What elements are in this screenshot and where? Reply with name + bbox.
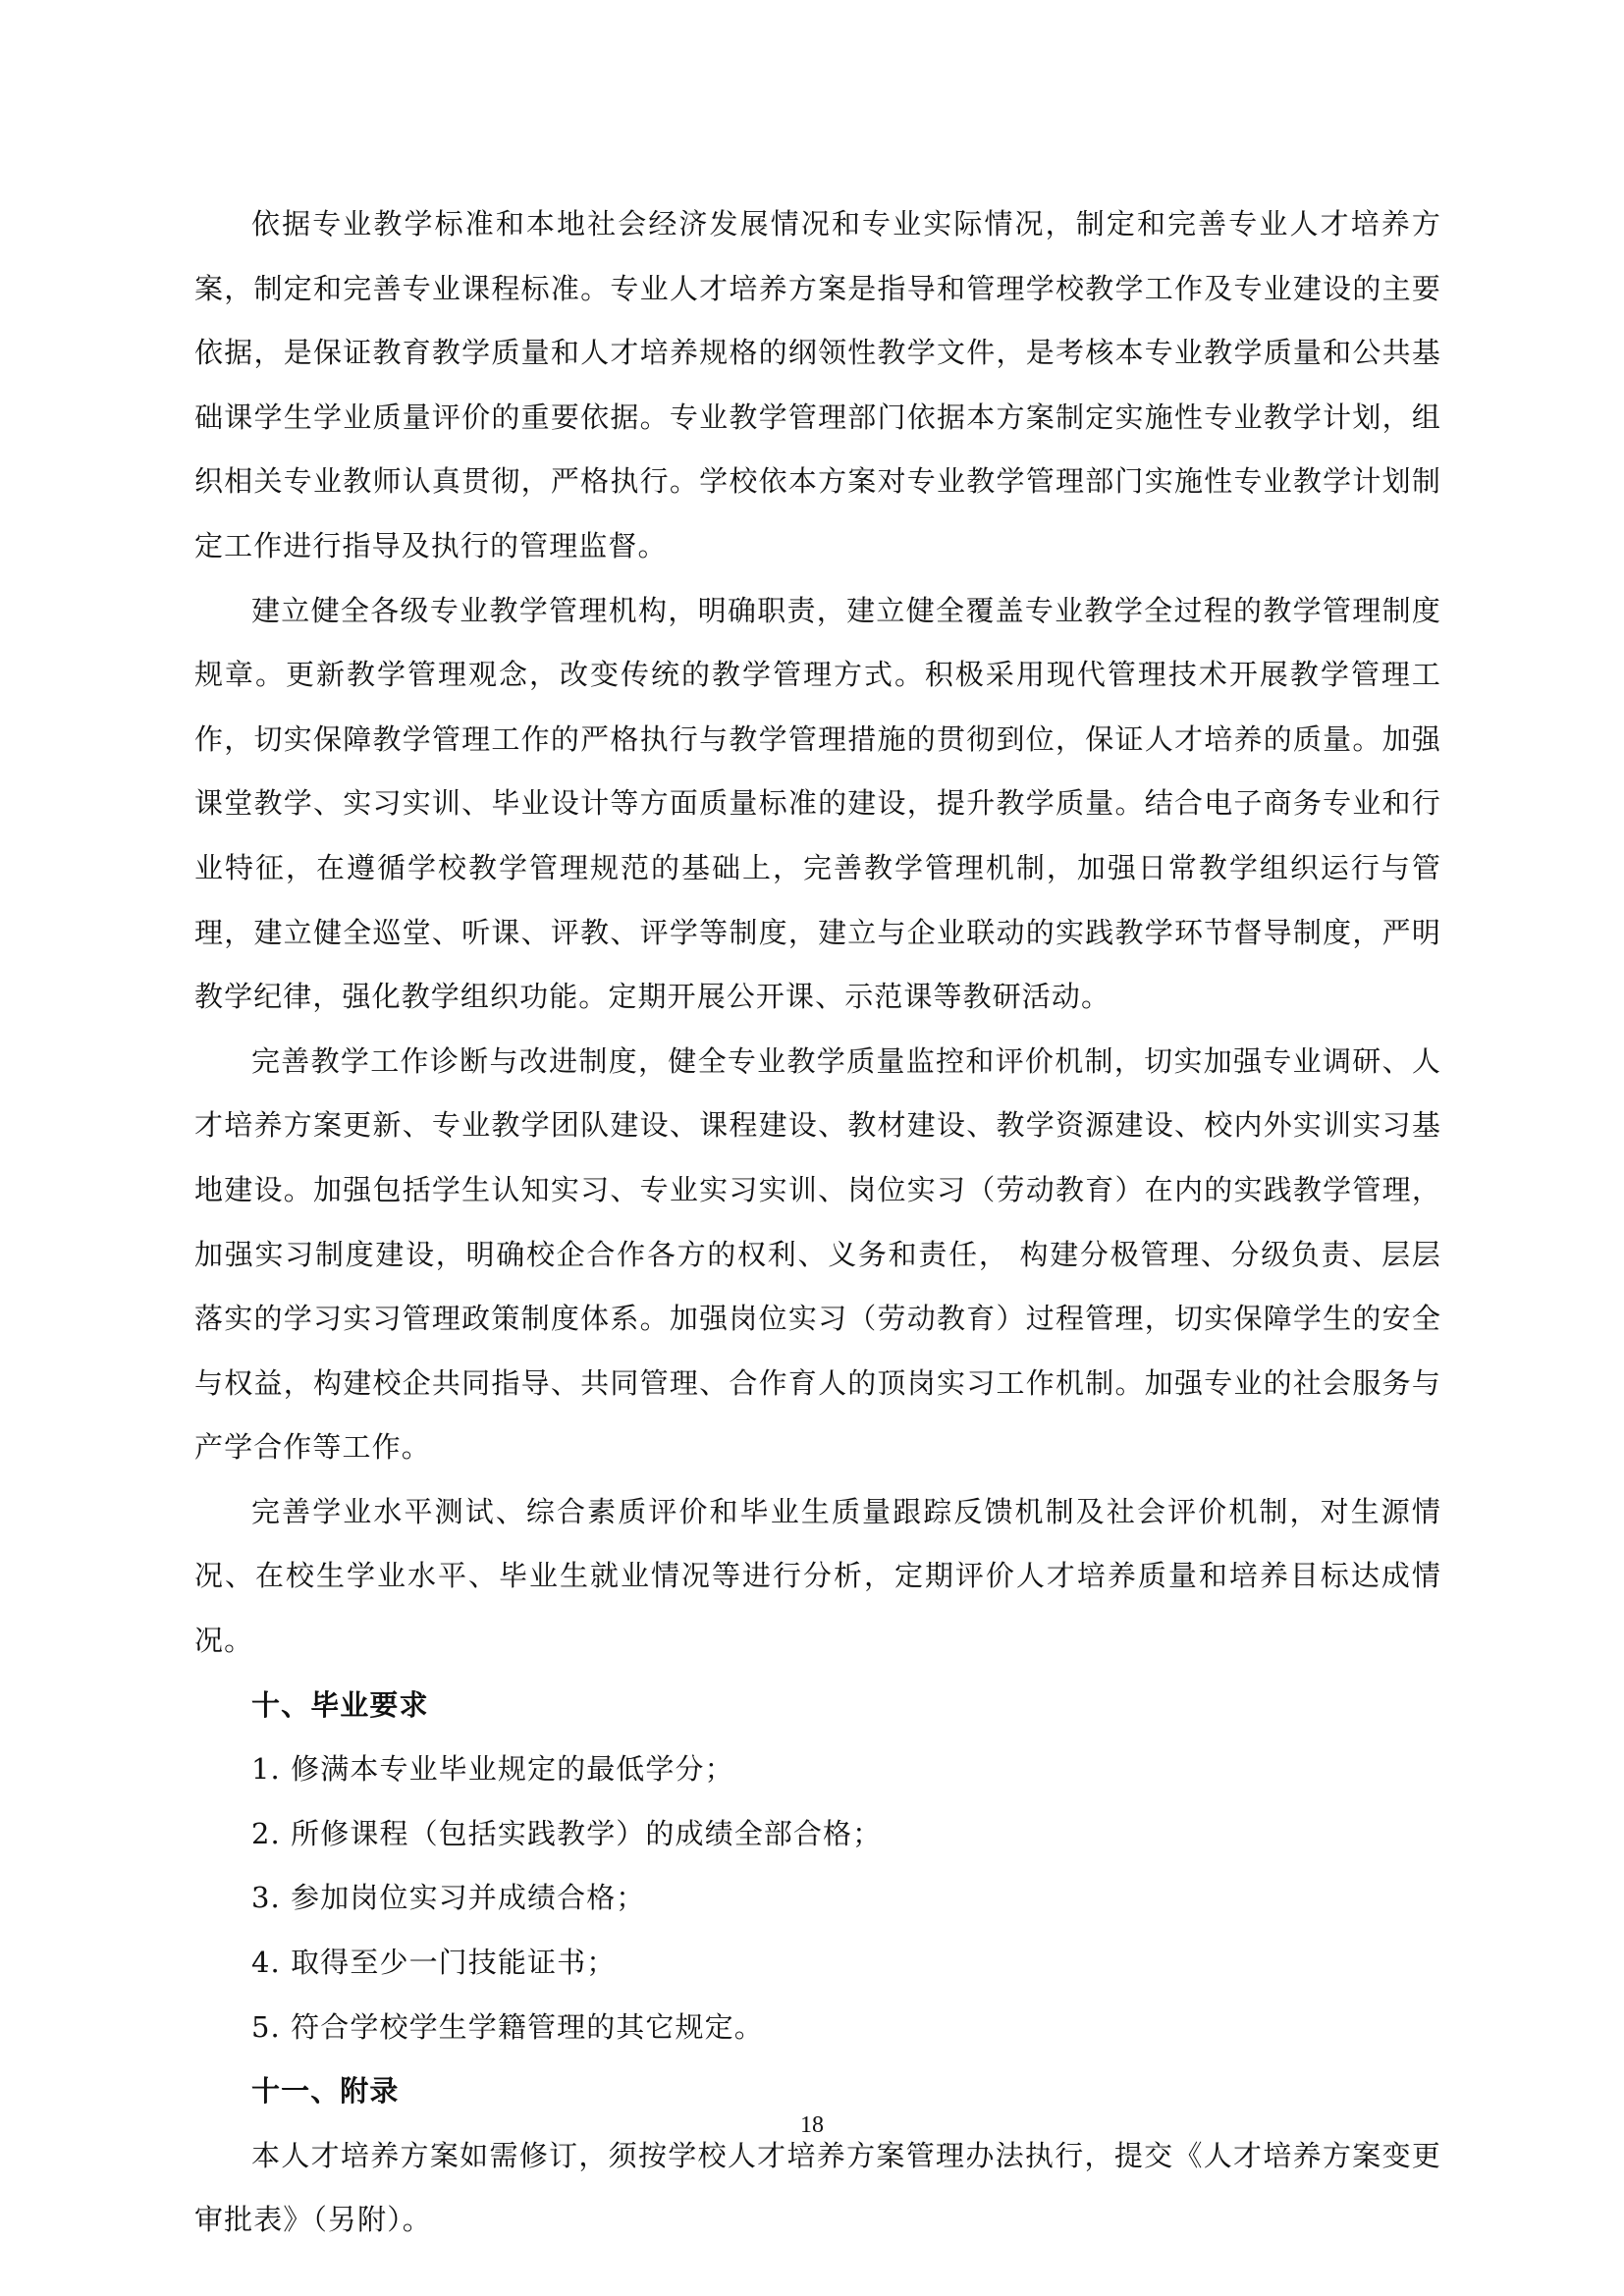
- page-number: 18: [800, 2112, 824, 2138]
- paragraph-appendix: 本人才培养方案如需修订，须按学校人才培养方案管理办法执行，提交《人才培养方案变更审批表》（另附）。: [194, 2138, 1441, 2237]
- paragraph-curriculum-plan: 依据专业教学标准和本地社会经济发展情况和专业实际情况，制定和完善专业人才培养方案，制定和完善专业课程标准。专业人才培养方案是指导和管理学校教学工作及专业建设的主要依据，是保证教育教学质量和人才培养规格的纲领性教学文件，是考核本专业教学质量和公共基础课学生学业质量评价的重要依据。专业教学管理部门依据本方案制定实施性专业教学计划，组织相关专业教师认真贯彻，严格执行。学校依本方案对专业教学管理部门实施性专业教学计划制定工作进行指导及执行的管理监督。: [194, 207, 1441, 562]
- graduation-requirement-item: 4. 取得至少一门技能证书；: [251, 1946, 617, 1980]
- paragraph-quality-diagnosis: 完善教学工作诊断与改进制度，健全专业教学质量监控和评价机制，切实加强专业调研、人才培养方案更新、专业教学团队建设、课程建设、教材建设、教学资源建设、校内外实训实习基地建设。加强包括学生认知实习、专业实习实训、岗位实习（劳动教育）在内的实践教学管理，加强实习制度建设，明确校企合作各方的权利、义务和责任， 构建分极管理、分级负责、层层落实的学习实习管理政策制度体系。加强岗位实习（劳动教育）过程管理，切实保障学生的安全与权益，构建校企共同指导、共同管理、合作育人的顶岗实习工作机制。加强专业的社会服务与产学合作等工作。: [194, 1043, 1441, 1465]
- document-body: [194, 192, 1441, 2253]
- section-heading-graduation: 十、毕业要求: [251, 1687, 429, 1722]
- graduation-requirement-item: 3. 参加岗位实习并成绩合格；: [251, 1881, 646, 1915]
- graduation-requirement-item: 1. 修满本专业毕业规定的最低学分；: [251, 1752, 734, 1787]
- paragraph-evaluation: 完善学业水平测试、综合素质评价和毕业生质量跟踪反馈机制及社会评价机制，对生源情况、在校生学业水平、毕业生就业情况等进行分析，定期评价人才培养质量和培养目标达成情况。: [194, 1494, 1441, 1658]
- graduation-requirement-item: 2. 所修课程（包括实践教学）的成绩全部合格；: [251, 1816, 883, 1850]
- section-heading-appendix: 十一、附录: [251, 2074, 400, 2109]
- graduation-requirement-item: 5. 符合学校学生学籍管理的其它规定。: [251, 2009, 764, 2044]
- paragraph-teaching-management: 建立健全各级专业教学管理机构，明确职责，建立健全覆盖专业教学全过程的教学管理制度规章。更新教学管理观念，改变传统的教学管理方式。积极采用现代管理技术开展教学管理工作，切实保障教学管理工作的严格执行与教学管理措施的贯彻到位，保证人才培养的质量。加强课堂教学、实习实训、毕业设计等方面质量标准的建设，提升教学质量。结合电子商务专业和行业特征，在遵循学校教学管理规范的基础上，完善教学管理机制，加强日常教学组织运行与管理，建立健全巡堂、听课、评教、评学等制度，建立与企业联动的实践教学环节督导制度，严明教学纪律，强化教学组织功能。定期开展公开课、示范课等教研活动。: [194, 593, 1441, 1014]
